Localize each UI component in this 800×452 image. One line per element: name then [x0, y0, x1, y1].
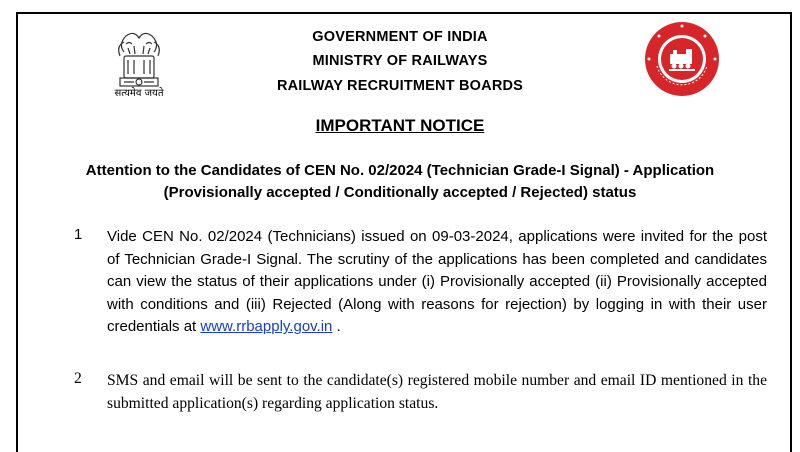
item-number-2: 2: [74, 370, 82, 387]
subject-line-1: Attention to the Candidates of CEN No. 02/2024 (Technician Grade-I Signal) - Application: [85, 162, 715, 179]
header-government: GOVERNMENT OF INDIA: [312, 29, 488, 45]
paragraph-1-end: .: [332, 318, 341, 336]
subject-line-2: (Provisionally accepted / Conditionally accepted / Rejected) status: [163, 184, 637, 201]
rrbapply-link[interactable]: www.rrbapply.gov.in: [200, 318, 333, 336]
header-ministry: MINISTRY OF RAILWAYS: [312, 53, 488, 69]
subject-heading: [40, 160, 760, 204]
paragraph-1: [107, 226, 767, 339]
emblem-motto: सत्यमेव जयते: [114, 88, 164, 99]
notice-title: IMPORTANT NOTICE: [315, 116, 485, 135]
header-rrb: RAILWAY RECRUITMENT BOARDS: [276, 78, 524, 94]
paragraph-2: SMS and email will be sent to the candidate(s) registered mobile number and email ID mentioned in the submitted application(s) regarding application status.: [107, 372, 767, 412]
paragraph-1-text: Vide CEN No. 02/2024 (Technicians) issued on 09-03-2024, applications were invited for the post of Technician Grade-I Signal. The scrutiny of the applications has been completed and candidates can view the status of their applications under (i) Provisionally accepted (ii) Provisionally accepted with conditions and (iii) Rejected (Along with reasons for rejection) by logging in with their user credentials at: [107, 228, 767, 336]
item-number-1: 1: [74, 226, 83, 243]
